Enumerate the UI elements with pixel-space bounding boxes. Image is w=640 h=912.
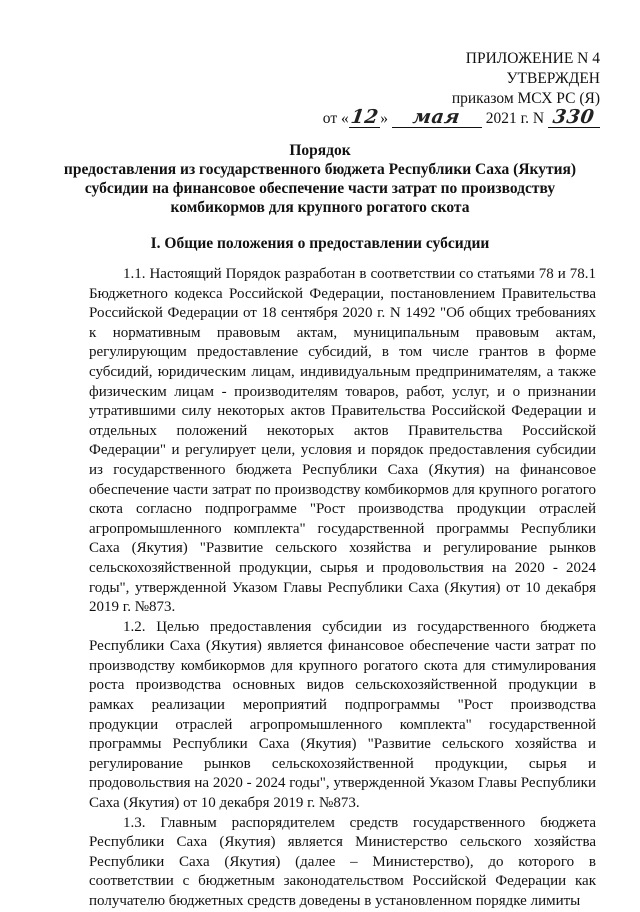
document-title: [60, 141, 580, 217]
section-heading: I. Общие положения о предоставлении субсидии: [150, 235, 490, 252]
handwritten-day: 12: [349, 106, 380, 128]
paragraph-1-2: 1.2. Целью предоставления субсидии из государственного бюджета Республики Саха (Якутия) является финансовое обеспечение части затрат по производству комбикормов для крупного рогатого скота для стимулирования роста производства основных видов сельскохозяйственной продукции в рамках реализации мероприятий подпрограммы "Рост производства продукции отраслей агропромышленного комплекта" государственной программы Республики Саха (Якутия) "Развитие сельского хозяйства и регулирование рынков сельскохозяйственной продукции, сырья и продовольствия на 2020 - 2024 годы", утвержденной Указом Главы Республики Саха (Якутия) от 10 декабря 2019 г. №873.: [89, 618, 596, 812]
handwritten-month: мая: [411, 106, 462, 128]
title-line: предоставления из государственного бюджета Республики Саха (Якутия): [63, 161, 577, 178]
date-year: 2021 г. N: [485, 110, 545, 127]
handwritten-number: 330: [551, 106, 597, 128]
approved-label: УТВЕРЖДЕН: [506, 70, 600, 87]
title-line: Порядок: [289, 142, 351, 159]
document-body: [89, 265, 596, 912]
title-line: субсидии на финансовое обеспечение части затрат по производству: [84, 180, 556, 197]
title-line: комбикормов для крупного рогатого скота: [170, 199, 470, 216]
date-mid: »: [380, 110, 388, 127]
order-date-line: [322, 106, 600, 129]
paragraph-1-1: 1.1. Настоящий Порядок разработан в соответствии со статьями 78 и 78.1 Бюджетного кодекса Российской Федерации, постановлением Правительства Российской Федерации от 18 сентября 2020 г. N 1492 "Об общих требованиях к нормативным правовым актам, муниципальным правовым актам, регулирующим предоставление субсидий, в том числе грантов в форме субсидий, юридическим лицам, индивидуальным предпринимателям, а также физическим лицам - производителям товаров, работ, услуг, и о признании утратившими силу некоторых актов Правительства Российской Федерации и отдельных положений некоторых актов Правительства Российской Федерации" и регулирует цели, условия и порядок предоставления субсидии из государственного бюджета Республики Саха (Якутия) на финансовое обеспечение части затрат по производству комбикормов для крупного рогатого скота согласно подпрограмме "Рост производства продукции отраслей агропромышленного комплекта" государственной программы Республики Саха (Якутия) "Развитие сельского хозяйства и регулирование рынков сельскохозяйственной продукции, сырья и продовольствия на 2020 - 2024 годы", утвержденной Указом Главы Республики Саха (Якутия) от 10 декабря 2019 г. №873.: [89, 266, 596, 616]
paragraph-1-3: 1.3. Главным распорядителем средств государственного бюджета Республики Саха (Якутия) является Министерство сельского хозяйства Республики Саха (Якутия) (далее – Министерство), до которого в соответствии с бюджетным законодательством Российской Федерации как получателю бюджетных средств доведены в установленном порядке лимиты: [89, 814, 596, 909]
appendix-label: ПРИЛОЖЕНИЕ N 4: [465, 50, 600, 67]
order-label: приказом МСХ РС (Я): [451, 90, 600, 107]
date-prefix: от «: [322, 110, 349, 127]
